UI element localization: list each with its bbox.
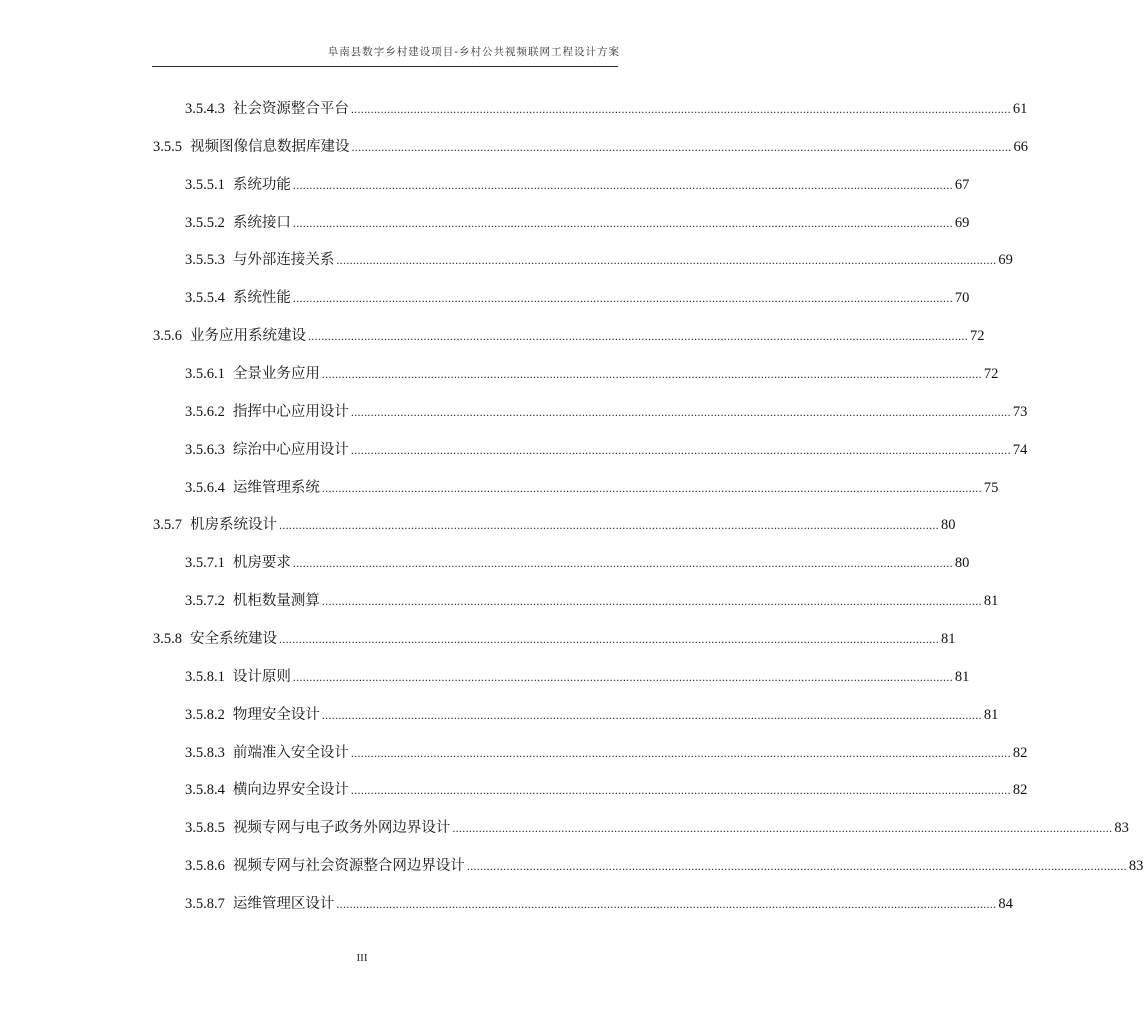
toc-entry-page: 81 (954, 668, 970, 685)
toc-entry-number: 3.5.7 (153, 517, 182, 534)
toc-entry-number: 3.5.5.2 (185, 214, 225, 231)
toc-entry-title: 指挥中心应用设计 (232, 403, 349, 420)
toc-entry-title: 运维管理系统 (232, 479, 320, 496)
toc-entry-title: 前端准入安全设计 (232, 744, 349, 761)
toc-entry-number: 3.5.7.2 (185, 593, 225, 609)
toc-entry[interactable] (185, 94, 1028, 118)
toc-entry-number: 3.5.6.1 (185, 365, 225, 382)
toc-entry-title: 与外部连接关系 (232, 252, 335, 269)
toc-entry-page: 72 (983, 365, 999, 382)
toc-entry-page: 82 (1012, 782, 1028, 799)
toc-dot-leader: ........................................................................................................................................................................................................ (350, 442, 1011, 457)
toc-entry-title: 机房系统设计 (190, 517, 277, 534)
toc-dot-leader: ........................................................................................................................................................................................................ (466, 859, 1127, 873)
toc-entry-number: 3.5.6.3 (185, 441, 225, 458)
toc-entry-number: 3.5.5 (153, 138, 182, 155)
toc-entry-page: 61 (1012, 101, 1028, 117)
toc-entry-title: 安全系统建设 (190, 630, 277, 647)
toc-entry[interactable] (185, 435, 1028, 459)
toc-entry-number: 3.5.7.1 (185, 555, 225, 572)
toc-entry-page: 66 (1013, 138, 1028, 155)
toc-entry[interactable] (185, 586, 999, 610)
toc-dot-leader: ........................................................................................................................................................................................................ (292, 215, 953, 230)
toc-entry-title: 横向边界安全设计 (232, 782, 349, 799)
toc-entry-page: 80 (941, 517, 956, 534)
toc-entry[interactable] (153, 624, 956, 648)
toc-entry[interactable] (185, 473, 999, 497)
toc-entry-page: 84 (998, 895, 1013, 912)
toc-entry-title: 视频专网与电子政务外网边界设计 (232, 820, 451, 837)
toc-entry-page: 74 (1012, 441, 1028, 458)
toc-entry[interactable] (185, 208, 970, 232)
toc-dot-leader: ........................................................................................................................................................................................................ (350, 102, 1011, 116)
toc-dot-leader: ........................................................................................................................................................................................................ (350, 783, 1011, 798)
toc-entry-page: 75 (983, 479, 999, 496)
toc-entry-number: 3.5.5.4 (185, 290, 225, 307)
toc-entry-number: 3.5.8.6 (185, 858, 225, 874)
toc-dot-leader: ........................................................................................................................................................................................................ (292, 556, 953, 571)
toc-entry-title: 系统接口 (232, 214, 291, 231)
toc-entry-page: 72 (970, 328, 985, 345)
toc-dot-leader: ........................................................................................................................................................................................................ (321, 366, 982, 381)
toc-entry[interactable] (185, 170, 970, 194)
toc-entry[interactable] (153, 132, 1028, 156)
toc-entry-page: 81 (941, 630, 956, 647)
toc-dot-leader: ........................................................................................................................................................................................................ (292, 177, 953, 192)
toc-dot-leader: ........................................................................................................................................................................................................ (292, 669, 953, 684)
toc-entry[interactable] (185, 283, 970, 307)
toc-entry-number: 3.5.8.7 (185, 895, 225, 912)
toc-dot-leader: ........................................................................................................................................................................................................ (350, 745, 1011, 760)
toc-dot-leader: ........................................................................................................................................................................................................ (279, 518, 939, 533)
toc-entry-title: 社会资源整合平台 (232, 101, 349, 117)
toc-entry-number: 3.5.5.1 (185, 176, 225, 193)
toc-entry-number: 3.5.8 (153, 630, 182, 647)
toc-entry-number: 3.5.8.5 (185, 820, 225, 837)
toc-entry-page: 81 (983, 706, 999, 723)
toc-entry-page: 73 (1012, 403, 1028, 420)
toc-entry-number: 3.5.6 (153, 328, 182, 345)
toc-entry-page: 82 (1012, 744, 1028, 761)
page-header: 阜南县数字乡村建设项目-乡村公共视频联网工程设计方案 (327, 46, 620, 58)
toc-entry[interactable] (185, 700, 999, 724)
toc-entry[interactable] (185, 738, 1028, 762)
toc-entry[interactable] (185, 245, 1013, 269)
toc-entry-page: 81 (983, 593, 999, 609)
toc-entry-number: 3.5.6.4 (185, 479, 225, 496)
toc-entry-title: 机柜数量测算 (232, 593, 320, 609)
toc-entry-title: 系统性能 (232, 290, 291, 307)
toc-dot-leader: ........................................................................................................................................................................................................ (321, 480, 982, 495)
page-number: III (356, 952, 368, 964)
toc-entry-page: 83 (1128, 858, 1143, 874)
toc-entry-page: 70 (954, 290, 970, 307)
toc-dot-leader: ........................................................................................................................................................................................................ (292, 291, 953, 306)
toc-entry-title: 综治中心应用设计 (232, 441, 349, 458)
toc-entry[interactable] (185, 889, 1013, 913)
toc-dot-leader: ........................................................................................................................................................................................................ (452, 821, 1113, 836)
toc-entry-title: 全景业务应用 (232, 365, 320, 382)
toc-entry-title: 视频专网与社会资源整合网边界设计 (232, 858, 465, 874)
toc-dot-leader: ........................................................................................................................................................................................................ (350, 404, 1011, 419)
toc-dot-leader: ........................................................................................................................................................................................................ (336, 253, 997, 268)
toc-entry[interactable] (185, 397, 1028, 421)
toc-entry-number: 3.5.8.1 (185, 668, 225, 685)
toc-entry-title: 机房要求 (232, 555, 291, 572)
toc-dot-leader: ........................................................................................................................................................................................................ (351, 139, 1012, 154)
toc-dot-leader: ........................................................................................................................................................................................................ (321, 594, 982, 608)
toc-entry[interactable] (185, 851, 1143, 875)
toc-dot-leader: ........................................................................................................................................................................................................ (279, 631, 939, 646)
toc-entry[interactable] (153, 510, 956, 534)
toc-entry[interactable] (153, 321, 985, 345)
toc-entry[interactable] (185, 548, 970, 572)
toc-entry-title: 系统功能 (232, 176, 291, 193)
toc-entry-title: 设计原则 (232, 668, 291, 685)
toc-entry-title: 视频图像信息数据库建设 (190, 138, 350, 155)
toc-entry[interactable] (185, 813, 1129, 837)
toc-entry-number: 3.5.6.2 (185, 403, 225, 420)
toc-entry-title: 运维管理区设计 (232, 895, 335, 912)
toc-entry-number: 3.5.8.3 (185, 744, 225, 761)
toc-dot-leader: ........................................................................................................................................................................................................ (308, 329, 968, 344)
toc-entry-page: 83 (1114, 820, 1129, 837)
toc-entry-number: 3.5.8.2 (185, 706, 225, 723)
toc-entry-number: 3.5.8.4 (185, 782, 225, 799)
toc-entry[interactable] (185, 662, 970, 686)
toc-entry[interactable] (185, 359, 999, 383)
toc-entry-page: 67 (954, 176, 970, 193)
toc-entry-title: 物理安全设计 (232, 706, 320, 723)
toc-entry-page: 69 (998, 252, 1013, 269)
toc-entry-page: 80 (954, 555, 970, 572)
toc-entry-page: 69 (954, 214, 970, 231)
toc-entry-number: 3.5.4.3 (185, 101, 225, 117)
toc-entry-title: 业务应用系统建设 (190, 328, 306, 345)
toc-entry-number: 3.5.5.3 (185, 252, 225, 269)
toc-dot-leader: ........................................................................................................................................................................................................ (336, 896, 997, 911)
toc-entry[interactable] (185, 775, 1028, 799)
toc-dot-leader: ........................................................................................................................................................................................................ (321, 707, 982, 722)
